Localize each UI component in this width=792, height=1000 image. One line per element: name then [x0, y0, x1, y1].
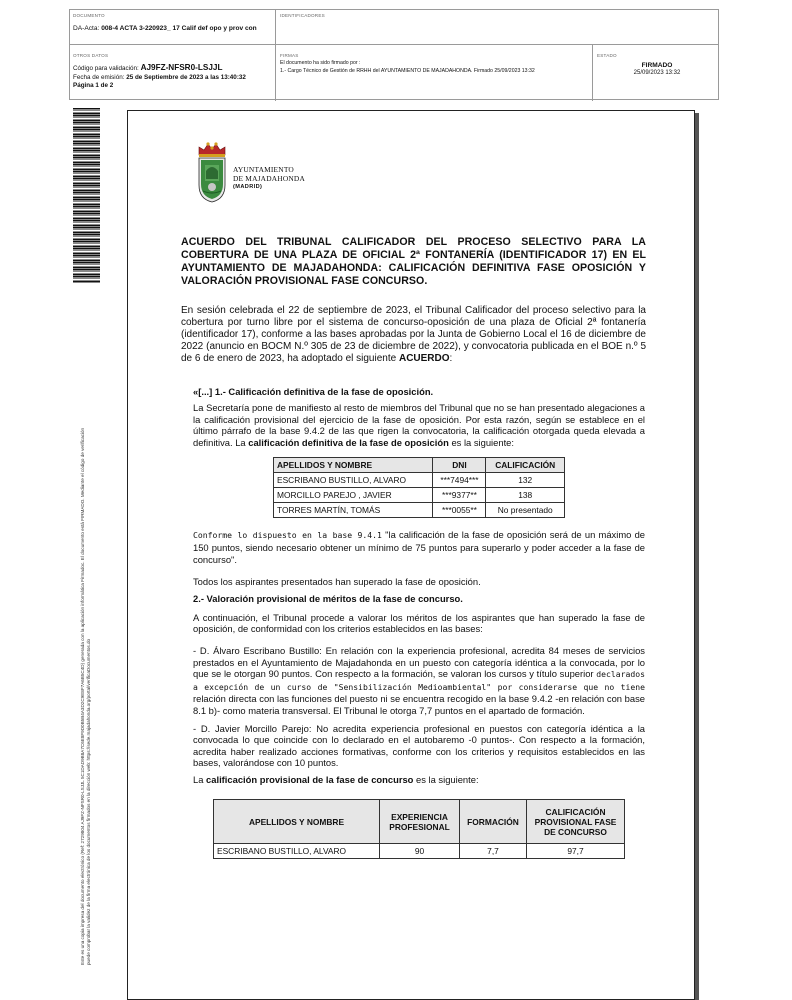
firmas-line-1: El documento ha sido firmado por : [280, 60, 361, 66]
s2-p2-text-b: relación directa con las funciones del puesto ni se encuentra recogido en la base 9.4.2 -en relación con base 8.1 b)- como materia transversal. El Tribunal le otorga 7,7 puntos en el apartado de formación. [193, 693, 645, 716]
s2-p2-mono: declarados a excepción de un curso de "Sensibilización Medioambiental" por considerarse que no tiene [193, 669, 645, 692]
cell-nombre: ESCRIBANO BUSTILLO, ALVARO [214, 844, 380, 859]
section-2-paragraph-4 [193, 774, 645, 786]
codigo-validacion [73, 64, 278, 74]
section-1-paragraph-1 [193, 402, 645, 448]
otros-datos-cell [73, 53, 278, 91]
cell-nombre: MORCILLO PAREJO , JAVIER [274, 488, 433, 503]
estado-value: FIRMADO [641, 62, 673, 69]
identificadores-label: IDENTIFICADORES [280, 13, 325, 18]
firmas-cell [280, 53, 590, 75]
s1-p1-text: La Secretaría pone de manifiesto al resto de miembros del Tribunal que no se han presentado alegaciones a la calificación provisional del ejercicio de la fase de oposición. Por esta razón, según se establece en el último párrafo de la base 9.4.2 de las que rigen la convocatoria, la calificación otorgada queda elevada a definitiva. La [193, 402, 645, 448]
codigo-label: Código para validación: [73, 65, 141, 72]
document-title: ACUERDO DEL TRIBUNAL CALIFICADOR DEL PROCESO SELECTIVO PARA LA COBERTURA DE UNA PLAZA DE OFICIAL 2ª FONTANERÍA (IDENTIFICADOR 17) EN EL AYUNTAMIENTO DE MAJADAHONDA: CALIFICACIÓN DEFINITIVA FASE OPOSICIÓN Y VALORACIÓN PROVISIONAL FASE CONCURSO. [181, 236, 646, 287]
s2-p2-text-a: - D. Álvaro Escribano Bustillo: En relación con la experiencia profesional, acredita 84 meses de servicios prestados en el Ayuntamiento de Majadahonda en un puesto con categoría idéntica a la convocada, por lo que se le otorgan 90 puntos. Con respecto a la formación, se valoran los cursos y título superior [193, 644, 645, 680]
concurso-results-table [213, 799, 625, 859]
section-1-title: «[...] 1.- Calificación definitiva de la fase de oposición. [193, 386, 434, 397]
table-row [274, 503, 565, 518]
firmas-label: FIRMAS [280, 53, 299, 58]
cell-experiencia: 90 [380, 844, 460, 859]
estado-date: 25/09/2023 13:32 [633, 70, 681, 76]
col-header-nombre: APELLIDOS Y NOMBRE [214, 800, 380, 844]
cell-calificacion-provisional: 97,7 [527, 844, 625, 859]
intro-bold: ACUERDO [398, 353, 450, 364]
documento-prefix: DA-Acta: [73, 25, 102, 32]
barcode-icon [73, 108, 100, 283]
documento-label: DOCUMENTO [73, 13, 105, 18]
cell-dni: ***7494*** [433, 473, 486, 488]
cell-nombre: TORRES MARTÍN, TOMÁS [274, 503, 433, 518]
logo-line-1: AYUNTAMIENTO [233, 165, 294, 174]
col-header-experiencia: EXPERIENCIA PROFESIONAL [380, 800, 460, 844]
col-header-dni: DNI [433, 458, 486, 473]
col-header-calificacion-provisional: CALIFICACIÓN PROVISIONAL FASE DE CONCURSO [527, 800, 625, 844]
document-metadata-box [69, 9, 719, 100]
section-1-paragraph-2 [193, 529, 645, 565]
coat-of-arms-icon [196, 141, 228, 203]
col-header-formacion: FORMACIÓN [460, 800, 527, 844]
section-1-paragraph-3: Todos los aspirantes presentados han superado la fase de oposición. [193, 576, 481, 588]
document-page [127, 110, 695, 1000]
fecha-label: Fecha de emisión: [73, 73, 127, 81]
cell-calificacion: 138 [486, 488, 565, 503]
logo-line-3: (MADRID) [233, 184, 263, 190]
s1-p2-mono: Conforme lo dispuesto en la base 9.4.1 [193, 530, 382, 541]
section-2-title: 2.- Valoración provisional de méritos de la fase de concurso. [193, 592, 463, 604]
cell-calificacion: No presentado [486, 503, 565, 518]
s1-p2-text: "la calificación de la fase de oposición será de un máximo de 150 puntos, siendo necesario obtener un mínimo de 75 puntos para superarlo y poder acceder a la fase de concurso". [193, 529, 646, 565]
firmas-line-2: 1.- Cargo Técnico de Gestión de RRHH del AYUNTAMIENTO DE MAJADAHONDA. Firmado 25/09/2023 13:32 [280, 67, 535, 74]
col-header-nombre: APELLIDOS Y NOMBRE [274, 458, 433, 473]
estado-cell [597, 53, 717, 76]
oposicion-results-table [273, 457, 565, 518]
table-row [214, 844, 625, 859]
cell-nombre: ESCRIBANO BUSTILLO, ALVARO [274, 473, 433, 488]
documento-value [73, 24, 273, 33]
otros-datos-label: OTROS DATOS [73, 53, 109, 58]
cell-formacion: 7,7 [460, 844, 527, 859]
fecha-emision [73, 74, 278, 83]
divider [592, 44, 593, 101]
firmas-text [280, 60, 590, 75]
documento-cell [73, 13, 273, 33]
section-2-paragraph-1: A continuación, el Tribunal procede a valorar los méritos de los aspirantes que han superado la fase de oposición, de conformidad con los criterios establecidos en las bases: [193, 611, 645, 635]
documento-name: 008-4 ACTA 3-220923_ 17 Calif def opo y prov con [101, 25, 257, 32]
document-content [181, 236, 646, 859]
cell-dni: ***0055** [433, 503, 486, 518]
table-row [274, 473, 565, 488]
divider [70, 44, 718, 45]
ayuntamiento-logo [194, 141, 314, 203]
logo-line-2: DE MAJADAHONDA [233, 174, 305, 183]
page-number-text: Página 1 de 2 [73, 82, 114, 90]
s2-p4-end: es la siguiente: [413, 773, 479, 785]
cell-calificacion: 132 [486, 473, 565, 488]
s1-p1-end: es la siguiente: [448, 436, 514, 448]
col-header-calificacion: CALIFICACIÓN [486, 458, 565, 473]
identificadores-cell [280, 13, 325, 18]
verification-vertical-text [80, 285, 92, 965]
intro-text: En sesión celebrada el 22 de septiembre de 2023, el Tribunal Calificador del proceso selectivo para la cobertura por turno libre por el sistema de concurso-oposición de una plaza de Oficial 2ª fontanería (identificador 17), conforme a las bases aprobadas por la Junta de Gobierno Local el 16 de diciembre de 2022 (anuncio en BOCM N.º 305 de 23 de diciembre de 2022), y convocatoria publicada en el BOE n.º 5 de 6 de enero de 2023, ha adoptado el siguiente [181, 305, 646, 364]
s1-p1-bold: calificación definitiva de la fase de oposición [248, 436, 449, 448]
intro-end: : [449, 353, 453, 364]
estado-label: ESTADO [597, 53, 617, 58]
table-header-row [214, 800, 625, 844]
s2-p4-text: La [193, 773, 207, 785]
section-2-paragraph-2 [193, 645, 645, 717]
page-number [73, 82, 278, 91]
logo-text [233, 165, 305, 192]
agreement-body [193, 386, 645, 859]
table-row [274, 488, 565, 503]
intro-paragraph [181, 305, 646, 365]
s2-p4-bold: calificación provisional de la fase de concurso [206, 773, 414, 785]
section-2-paragraph-3: - D. Javier Morcillo Parejo: No acredita experiencia profesional en puestos con categoría idéntica a la convocada lo que coincide con lo declarado en el autobaremo -0 puntos-. Con respecto a la formación, acredita haber realizado acciones formativas, conforme con los criterios y requisitos establecidos en las bases, valorándose con 10 puntos. [193, 722, 645, 769]
vertical-text-line-2: puede comprobar la validez de la firma electrónica de los documentos firmados en la dirección web: https://sede.majadahonda.org/portal/verificaDocumentos.do [86, 638, 92, 965]
fecha-value: 25 de Septiembre de 2023 a las 13:40:32 [126, 73, 246, 81]
vertical-text-line-1: Este es una copia impresa del documento electrónico (Ref: 2729804 AJ9FZ-NFSR0-LSJJL 5C1DAD9B8A7C6E8F9D0B5B4A3D2C9E8F7A6B5C4D) generada con la aplicación informática Firmadoc. El documento está FIRMADO. Mediante el código de verificación [80, 427, 85, 965]
codigo-value[interactable]: AJ9FZ-NFSR0-LSJJL [140, 63, 223, 72]
cell-dni: ***9377** [433, 488, 486, 503]
table-header-row [274, 458, 565, 473]
